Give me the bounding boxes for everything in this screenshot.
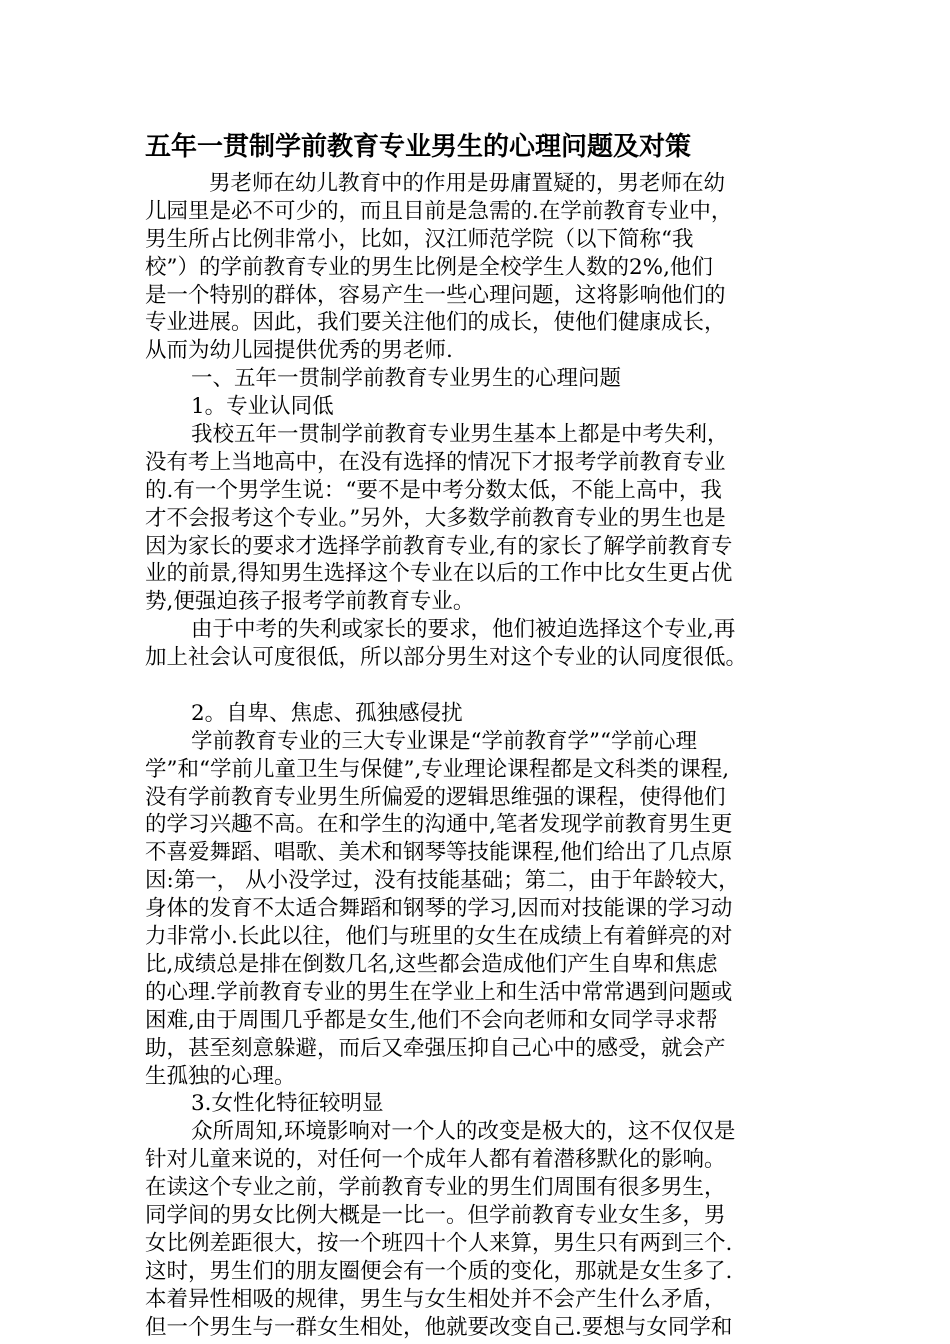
text-line: 一、五年一贯制学前教育专业男生的心理问题 [191,366,622,392]
text-line: 同学间的男女比例大概是一比一。但学前教育专业女生多，男 [145,1202,726,1228]
text-line: 2。自卑、焦虑、孤独感侵扰 [191,700,463,726]
blank-line [145,672,813,700]
text-line: 本着异性相吸的规律，男生与女生相处并不会产生什么矛盾， [145,1286,726,1312]
text-line: 不喜爱舞蹈、唱歌、美术和钢琴等技能课程,他们给出了几点原 [145,840,733,866]
text-line: 因为家长的要求才选择学前教育专业,有的家长了解学前教育专 [145,533,733,559]
text-line: 从而为幼儿园提供优秀的男老师. [145,338,453,364]
text-line: 的心理.学前教育专业的男生在学业上和生活中常常遇到问题或 [145,979,733,1005]
text-line: 因:第一， 从小没学过，没有技能基础；第二，由于年龄较大， [145,868,740,894]
text-line: 才不会报考这个专业。”另外，大多数学前教育专业的男生也是 [145,505,726,531]
text-line: 业的前景,得知男生选择这个专业在以后的工作中比女生更占优 [145,561,733,587]
text-line: 困难,由于周围几乎都是女生,他们不会向老师和女同学寻求帮 [145,1007,718,1033]
text-line: 众所周知,环境影响对一个人的改变是极大的，这不仅仅是 [191,1119,736,1145]
text-line: 3.女性化特征较明显 [191,1091,384,1117]
text-line: 我校五年一贯制学前教育专业男生基本上都是中考失利， [191,422,729,448]
text-line: 学”和“学前儿童卫生与保健”,专业理论课程都是文科类的课程, [145,756,730,782]
text-line: 助，甚至刻意躲避，而后又牵强压抑自己心中的感受，就会产 [145,1035,726,1061]
text-line: 1。专业认同低 [191,394,334,420]
text-line: 是一个特别的群体，容易产生一些心理问题，这将影响他们的 [145,282,726,308]
text-line: 学前教育专业的三大专业课是“学前教育学”“学前心理 [191,728,697,754]
text-line: 女比例差距很大，按一个班四十个人来算，男生只有两到三个. [145,1230,733,1256]
text-line: 针对儿童来说的，对任何一个成年人都有着潜移默化的影响。 [145,1147,726,1173]
text-line: 没有考上当地高中，在没有选择的情况下才报考学前教育专业 [145,449,726,475]
text-line: 在读这个专业之前，学前教育专业的男生们周围有很多男生， [145,1175,726,1201]
text-line: 势,便强迫孩子报考学前教育专业。 [145,589,475,615]
text-line: 儿园里是必不可少的，而且目前是急需的.在学前教育专业中， [145,198,733,224]
text-line: 但一个男生与一群女生相处，他就要改变自己.要想与女同学和 [145,1314,733,1340]
text-line: 生孤独的心理。 [145,1063,296,1089]
text-line: 力非常小.长此以往，他们与班里的女生在成绩上有着鲜亮的对 [145,924,733,950]
document-body [145,170,813,1341]
text-line: 没有学前教育专业男生所偏爱的逻辑思维强的课程，使得他们 [145,784,726,810]
text-line: 比,成绩总是排在倒数几名,这些都会造成他们产生自卑和焦虑 [145,951,718,977]
text-line: 男老师在幼儿教育中的作用是毋庸置疑的，男老师在幼 [209,171,726,196]
text-line: 身体的发育不太适合舞蹈和钢琴的学习,因而对技能课的学习动 [145,896,733,922]
text-line: 校”）的学前教育专业的男生比例是全校学生人数的2%,他们 [145,254,713,280]
text-line: 的.有一个男学生说：“要不是中考分数太低，不能上高中，我 [145,477,722,503]
text-line: 的学习兴趣不高。在和学生的沟通中,笔者发现学前教育男生更 [145,812,733,838]
text-line: 专业进展。因此，我们要关注他们的成长，使他们健康成长， [145,310,726,336]
text-line: 男生所占比例非常小，比如，汉江师范学院（以下简称“我 [145,226,694,252]
document-title: 五年一贯制学前教育专业男生的心理问题及对策 [145,132,692,162]
text-line: 这时，男生们的朋友圈便会有一个质的变化，那就是女生多了. [145,1258,733,1284]
text-line: 加上社会认可度很低，所以部分男生对这个专业的认同度很低。 [145,645,748,671]
text-line: 由于中考的失利或家长的要求，他们被迫选择这个专业,再 [191,617,736,643]
